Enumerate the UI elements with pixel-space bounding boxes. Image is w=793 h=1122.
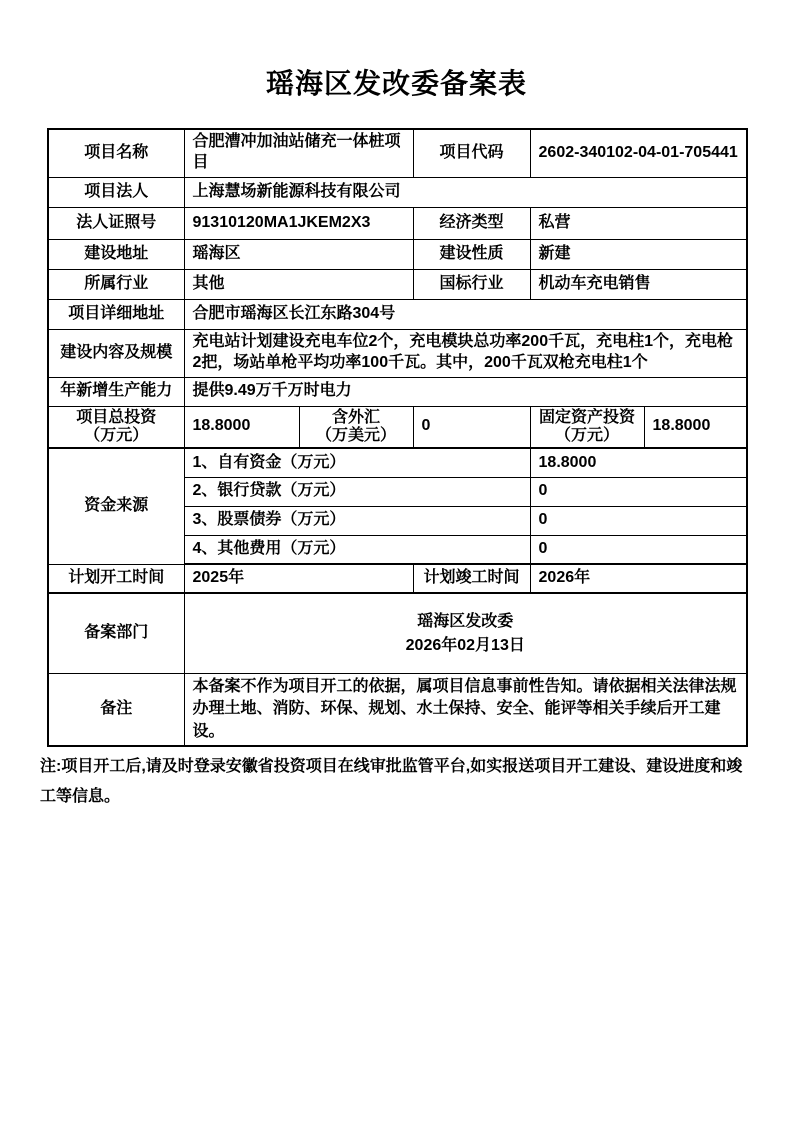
field-value-capacity: 提供9.49万千万时电力 bbox=[184, 377, 747, 406]
field-label-capacity: 年新增生产能力 bbox=[48, 377, 184, 406]
row-capacity bbox=[48, 377, 747, 406]
field-value-project-name: 合肥漕冲加油站储充一体桩项目 bbox=[184, 129, 413, 177]
field-value-industry: 其他 bbox=[184, 269, 413, 299]
field-value-total-investment: 18.8000 bbox=[184, 406, 299, 448]
field-label-national-industry: 国标行业 bbox=[413, 269, 530, 299]
field-label-foreign-exchange-line1: 含外汇 bbox=[332, 408, 381, 426]
field-label-project-code: 项目代码 bbox=[413, 129, 530, 177]
field-label-finish-time: 计划竣工时间 bbox=[413, 564, 530, 593]
field-label-project-name: 项目名称 bbox=[48, 129, 184, 177]
row-license bbox=[48, 207, 747, 239]
field-label-fixed-assets bbox=[530, 406, 644, 448]
field-value-filing-dept bbox=[184, 593, 747, 673]
field-value-finish-time: 2026年 bbox=[530, 564, 747, 593]
row-industry bbox=[48, 269, 747, 299]
row-build-address bbox=[48, 239, 747, 269]
row-legal-person bbox=[48, 177, 747, 207]
row-funding-1 bbox=[48, 448, 747, 477]
row-schedule bbox=[48, 564, 747, 593]
row-remarks bbox=[48, 673, 747, 746]
field-value-build-address: 瑶海区 bbox=[184, 239, 413, 269]
field-label-total-investment-line2: （万元） bbox=[84, 426, 149, 444]
filing-dept-name: 瑶海区发改委 bbox=[417, 612, 514, 630]
field-label-detail-address: 项目详细地址 bbox=[48, 299, 184, 329]
field-label-legal-person: 项目法人 bbox=[48, 177, 184, 207]
field-value-legal-person: 上海慧场新能源科技有限公司 bbox=[184, 177, 747, 207]
field-label-total-investment bbox=[48, 406, 184, 448]
field-label-industry: 所属行业 bbox=[48, 269, 184, 299]
field-label-start-time: 计划开工时间 bbox=[48, 564, 184, 593]
funding-item-value: 0 bbox=[530, 477, 747, 506]
field-value-license-no: 91310120MA1JKEM2X3 bbox=[184, 207, 413, 239]
field-value-economic-type: 私营 bbox=[530, 207, 747, 239]
funding-item-value: 18.8000 bbox=[530, 448, 747, 477]
field-value-project-code: 2602-340102-04-01-705441 bbox=[530, 129, 747, 177]
field-value-foreign-exchange: 0 bbox=[413, 406, 530, 448]
funding-item-label: 3、股票债券（万元） bbox=[184, 506, 530, 535]
field-label-scale: 建设内容及规模 bbox=[48, 329, 184, 377]
field-label-build-address: 建设地址 bbox=[48, 239, 184, 269]
page-title: 瑶海区发改委备案表 bbox=[265, 68, 527, 99]
filing-table bbox=[47, 128, 748, 747]
field-label-total-investment-line1: 项目总投资 bbox=[76, 408, 157, 426]
field-label-foreign-exchange bbox=[299, 406, 413, 448]
field-label-funding: 资金来源 bbox=[48, 448, 184, 564]
field-label-license-no: 法人证照号 bbox=[48, 207, 184, 239]
funding-item-value: 0 bbox=[530, 506, 747, 535]
field-value-detail-address: 合肥市瑶海区长江东路304号 bbox=[184, 299, 747, 329]
funding-item-value: 0 bbox=[530, 535, 747, 564]
row-scale bbox=[48, 329, 747, 377]
row-detail-address bbox=[48, 299, 747, 329]
field-label-build-nature: 建设性质 bbox=[413, 239, 530, 269]
funding-item-label: 4、其他费用（万元） bbox=[184, 535, 530, 564]
filing-dept-date: 2026年02月13日 bbox=[405, 636, 525, 654]
field-value-start-time: 2025年 bbox=[184, 564, 413, 593]
field-value-remarks: 本备案不作为项目开工的依据，属项目信息事前性告知。请依据相关法律法规办理土地、消防、环保、规划、水土保持、安全、能评等相关手续后开工建设。 bbox=[184, 673, 747, 746]
row-filing-dept bbox=[48, 593, 747, 673]
field-label-economic-type: 经济类型 bbox=[413, 207, 530, 239]
field-label-remarks: 备注 bbox=[48, 673, 184, 746]
field-value-fixed-assets: 18.8000 bbox=[644, 406, 747, 448]
field-value-national-industry: 机动车充电销售 bbox=[530, 269, 747, 299]
row-project-name bbox=[48, 129, 747, 177]
footer-note: 注:项目开工后,请及时登录安徽省投资项目在线审批监管平台,如实报送项目开工建设、建设进度和竣工等信息。 bbox=[40, 758, 743, 806]
field-label-fixed-assets-line2: （万元） bbox=[555, 426, 620, 444]
field-label-filing-dept: 备案部门 bbox=[48, 593, 184, 673]
field-label-foreign-exchange-line2: （万美元） bbox=[316, 426, 397, 444]
field-label-fixed-assets-line1: 固定资产投资 bbox=[539, 408, 636, 426]
funding-item-label: 1、自有资金（万元） bbox=[184, 448, 530, 477]
field-value-build-nature: 新建 bbox=[530, 239, 747, 269]
field-value-scale: 充电站计划建设充电车位2个，充电模块总功率200千瓦，充电柱1个，充电枪2把，场站单枪平均功率100千瓦。其中，200千瓦双枪充电柱1个 bbox=[184, 329, 747, 377]
funding-item-label: 2、银行贷款（万元） bbox=[184, 477, 530, 506]
row-investment bbox=[48, 406, 747, 448]
